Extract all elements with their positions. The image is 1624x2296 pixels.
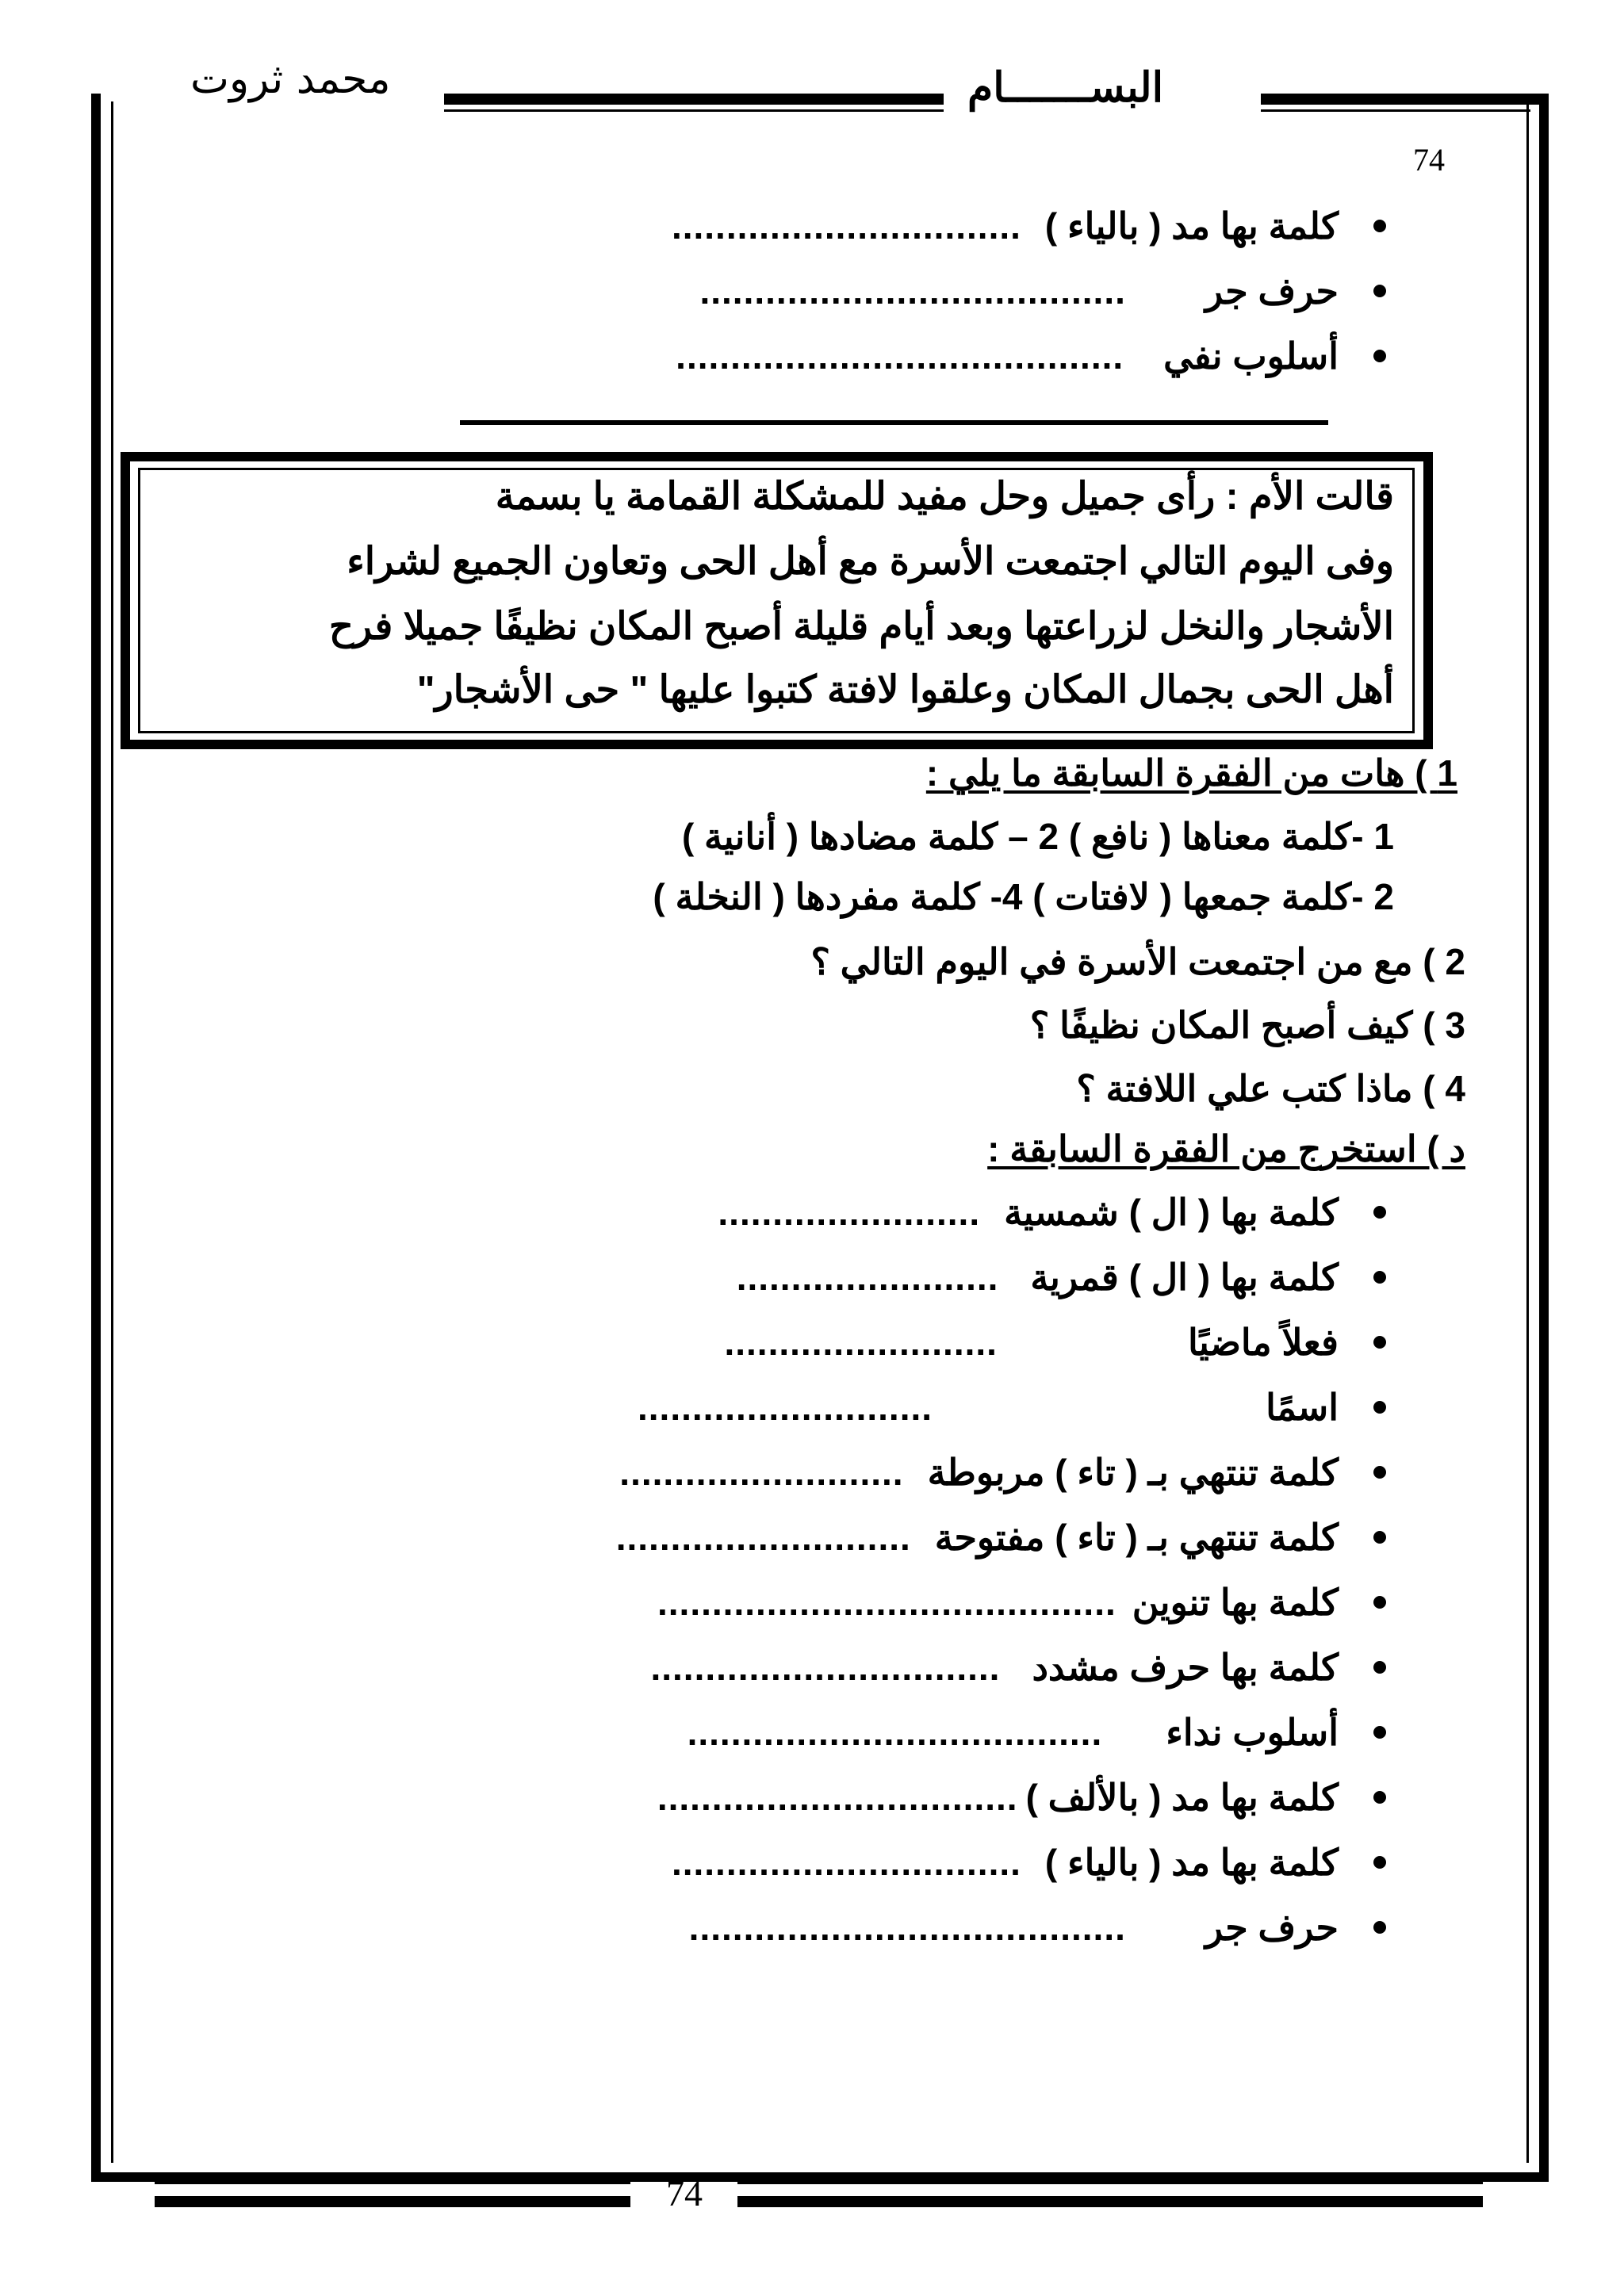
answer-blank[interactable]: ......................................... bbox=[676, 335, 1124, 377]
header-rule-right-thin bbox=[1261, 109, 1530, 112]
answer-blank[interactable]: ........................ bbox=[718, 1192, 981, 1233]
bullet-icon bbox=[1373, 1466, 1386, 1479]
item-label: اسمًا bbox=[1266, 1387, 1339, 1428]
item-label: كلمة بها مد ( بالألف ) bbox=[1025, 1777, 1339, 1818]
question-1-row-2: 2 -كلمة جمعها ( لافتات ) 4- كلمة مفردها ( النخلة ) bbox=[653, 876, 1394, 917]
separator-line bbox=[460, 420, 1328, 425]
bullet-icon bbox=[1373, 1531, 1386, 1544]
answer-blank[interactable]: ...................................... bbox=[687, 1712, 1103, 1753]
answer-blank[interactable]: ................................ bbox=[650, 1647, 1001, 1688]
item-label: أسلوب نفي bbox=[1163, 335, 1339, 377]
passage-line: قالت الأم : رأى جميل وحل مفيد للمشكلة القمامة يا بسمة bbox=[495, 476, 1394, 518]
answer-blank[interactable]: ........................... bbox=[637, 1387, 933, 1428]
question-1-row-1: 1 -كلمة معناها ( نافع ) 2 – كلمة مضادها ( أنانية ) bbox=[681, 816, 1394, 857]
item-label: فعلاً ماضيًا bbox=[1187, 1322, 1339, 1363]
bullet-icon bbox=[1373, 1596, 1386, 1609]
list-item bbox=[676, 335, 1386, 377]
bullet-icon bbox=[1373, 1336, 1386, 1349]
answer-blank[interactable]: ................................. bbox=[657, 1777, 1018, 1818]
footer-rule-left bbox=[155, 2196, 630, 2207]
answer-blank[interactable]: ................................ bbox=[671, 205, 1021, 247]
page-number-top: 74 bbox=[1413, 142, 1445, 178]
passage-line: وفى اليوم التالي اجتمعت الأسرة مع أهل الحى وتعاون الجميع لشراء bbox=[347, 541, 1394, 583]
footer-rule-right bbox=[737, 2196, 1483, 2207]
answer-blank[interactable]: .......................................... bbox=[657, 1582, 1116, 1623]
list-item bbox=[724, 1321, 1386, 1364]
item-label: كلمة بها ( ال ) شمسية bbox=[1004, 1192, 1339, 1233]
item-label: كلمة بها تنوين bbox=[1132, 1582, 1339, 1623]
footer-rule-left-thin bbox=[155, 2182, 630, 2184]
answer-blank[interactable]: .......................... bbox=[619, 1452, 904, 1493]
list-item bbox=[699, 270, 1386, 312]
bullet-icon bbox=[1373, 1791, 1386, 1804]
question-1-heading: 1 ) هات من الفقرة السابقة ما يلي : bbox=[925, 752, 1457, 794]
question-2: 2 ) مع من اجتمعت الأسرة في اليوم التالي ؟ bbox=[810, 941, 1465, 982]
answer-blank[interactable]: ........................... bbox=[615, 1517, 911, 1558]
list-item bbox=[689, 1906, 1386, 1949]
list-item bbox=[657, 1581, 1386, 1624]
header-rule-left bbox=[444, 94, 944, 105]
list-item bbox=[672, 1841, 1386, 1884]
bullet-icon bbox=[1373, 285, 1386, 297]
bullet-icon bbox=[1373, 1921, 1386, 1934]
header-title: البســـــــام bbox=[967, 63, 1164, 112]
passage-line: أهل الحى بجمال المكان وعلقوا لافتة كتبوا عليها " حى الأشجار" bbox=[416, 669, 1394, 711]
item-label: كلمة بها مد ( بالياء ) bbox=[1044, 205, 1339, 247]
answer-blank[interactable]: ................................ bbox=[671, 1842, 1021, 1883]
extract-heading: د ) استخرج من الفقرة السابقة : bbox=[987, 1128, 1465, 1169]
answer-blank[interactable]: ......................... bbox=[724, 1322, 998, 1363]
list-item bbox=[638, 1386, 1386, 1429]
list-item bbox=[619, 1451, 1386, 1494]
answer-blank[interactable]: ........................................ bbox=[688, 1907, 1126, 1948]
passage-line: الأشجار والنخل لزراعتها وبعد أيام قليلة أصبح المكان نظيفًا جميلا فرح bbox=[328, 606, 1394, 648]
item-label: كلمة تنتهي بـ ( تاء ) مربوطة bbox=[927, 1452, 1339, 1493]
answer-blank[interactable]: ....................................... bbox=[699, 270, 1126, 312]
item-label: كلمة بها ( ال ) قمرية bbox=[1030, 1257, 1339, 1298]
list-item bbox=[616, 1516, 1386, 1559]
list-item bbox=[650, 1646, 1386, 1689]
item-label: أسلوب نداء bbox=[1166, 1712, 1339, 1753]
list-item bbox=[657, 1776, 1386, 1819]
bullet-icon bbox=[1373, 220, 1386, 232]
bullet-icon bbox=[1373, 1726, 1386, 1739]
item-label: كلمة بها مد ( بالياء ) bbox=[1044, 1842, 1339, 1883]
item-label: كلمة تنتهي بـ ( تاء ) مفتوحة bbox=[934, 1517, 1339, 1558]
footer-rule-right-thin bbox=[737, 2182, 1483, 2184]
item-label: كلمة بها حرف مشدد bbox=[1032, 1647, 1339, 1688]
bullet-icon bbox=[1373, 1271, 1386, 1284]
page-number-bottom: 74 bbox=[666, 2173, 703, 2214]
header-author: محمد ثروت bbox=[190, 55, 391, 103]
answer-blank[interactable]: ........................ bbox=[736, 1257, 999, 1298]
bullet-icon bbox=[1373, 350, 1386, 362]
item-label: حرف جر bbox=[1205, 270, 1339, 312]
bullet-icon bbox=[1373, 1401, 1386, 1414]
bullet-icon bbox=[1373, 1856, 1386, 1869]
list-item bbox=[688, 1711, 1386, 1754]
header-rule-left-thin bbox=[444, 109, 944, 112]
header-rule-right bbox=[1261, 94, 1549, 105]
question-4: 4 ) ماذا كتب علي اللافتة ؟ bbox=[1076, 1068, 1465, 1109]
list-item bbox=[718, 1191, 1386, 1234]
list-item bbox=[672, 205, 1386, 247]
bullet-icon bbox=[1373, 1661, 1386, 1674]
list-item bbox=[737, 1256, 1386, 1299]
item-label: حرف جر bbox=[1205, 1907, 1339, 1948]
bullet-icon bbox=[1373, 1206, 1386, 1219]
question-3: 3 ) كيف أصبح المكان نظيفًا ؟ bbox=[1029, 1004, 1465, 1046]
